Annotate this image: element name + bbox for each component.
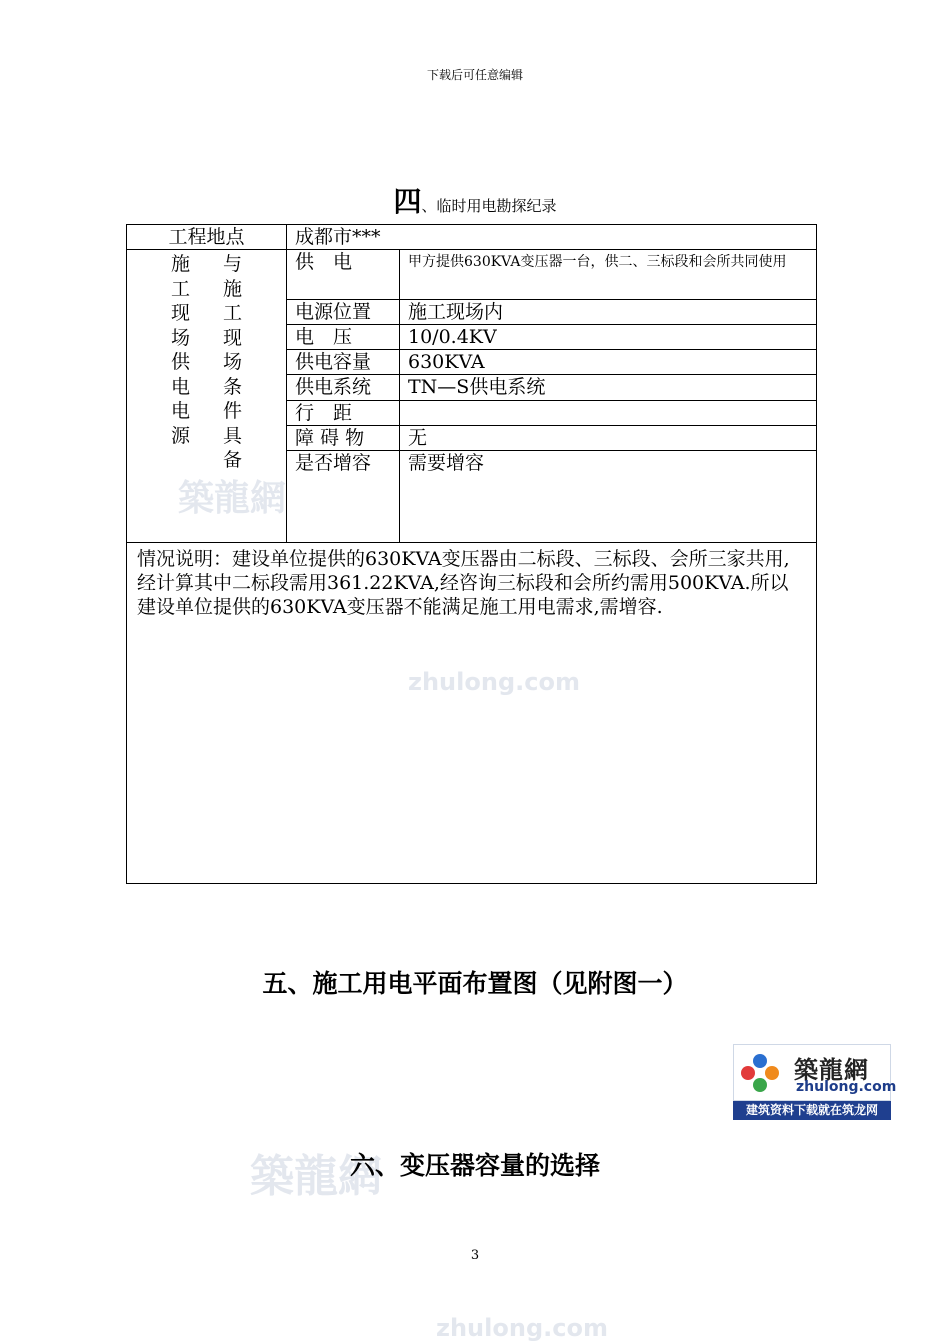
- vertical-char: 与: [222, 253, 242, 275]
- watermark-text: 築龍網: [178, 478, 287, 519]
- zhulong-logo-icon: [738, 1051, 782, 1095]
- section-4-title: [0, 180, 950, 220]
- row-value: 630KVA: [400, 350, 817, 375]
- row-value: [400, 401, 817, 426]
- project-site-label: 工程地点: [127, 225, 287, 250]
- row-label: 障 碍 物: [287, 426, 400, 451]
- row-value: 10/0.4KV: [400, 325, 817, 350]
- row-value: 甲方提供630KVA变压器一台，供二、三标段和会所共同使用: [400, 250, 817, 300]
- vertical-char: 场: [222, 351, 242, 373]
- watermark-text: zhulong.com: [436, 1314, 608, 1342]
- row-label: 供电系统: [287, 375, 400, 401]
- section-title-text: 、临时用电勘探纪录: [421, 197, 557, 215]
- vertical-char: 源: [170, 424, 190, 447]
- site-power-conditions-cell: [127, 250, 287, 543]
- row-value: 无: [400, 426, 817, 451]
- vertical-char: 现: [170, 302, 190, 324]
- row-label: 供 电: [287, 250, 400, 300]
- vertical-char: 供: [170, 351, 190, 373]
- vertical-label: [135, 250, 278, 473]
- logo-name: 築龍網: [794, 1056, 869, 1084]
- watermark-text: 築龍網: [250, 1151, 382, 1202]
- row-label: 是否增容: [287, 451, 400, 543]
- vertical-char: 场: [170, 326, 190, 349]
- row-label: 行 距: [287, 401, 400, 426]
- section-5-heading: 五、施工用电平面布置图（见附图一）: [262, 969, 688, 998]
- vertical-char: 施: [170, 253, 190, 275]
- row-value: TN—S供电系统: [400, 375, 817, 401]
- logo-domain: zhulong.com: [796, 1079, 897, 1095]
- vertical-char: 电: [170, 400, 190, 422]
- vertical-char: 条: [222, 375, 242, 398]
- power-survey-table: [126, 224, 817, 884]
- logo-tagline: 建筑资料下载就在筑龙网: [733, 1101, 891, 1120]
- vertical-char: 工: [222, 302, 242, 324]
- section-6-heading: 六、变压器容量的选择: [349, 1151, 600, 1180]
- row-label: 供电容量: [287, 350, 400, 375]
- row-value: 施工现场内: [400, 300, 817, 325]
- section-number: 四: [393, 185, 422, 218]
- watermark-text: zhulong.com: [408, 668, 580, 696]
- vertical-char: 工: [170, 277, 190, 300]
- vertical-char: 电: [170, 375, 190, 398]
- row-label: 电 压: [287, 325, 400, 350]
- project-site-value: 成都市***: [287, 225, 817, 250]
- row-value: 需要增容: [400, 451, 817, 543]
- row-label: 电源位置: [287, 300, 400, 325]
- vertical-char: 件: [222, 400, 242, 422]
- vertical-char: 施: [222, 277, 242, 300]
- page-number: 3: [470, 1248, 480, 1263]
- zhulong-logo: [733, 1044, 897, 1120]
- vertical-char: 备: [222, 449, 242, 471]
- header-note: 下载后可任意编辑: [426, 68, 523, 82]
- vertical-char: 具: [222, 424, 242, 447]
- vertical-char: 现: [222, 326, 242, 349]
- remarks-cell: 情况说明：建设单位提供的630KVA变压器由二标段、三标段、会所三家共用,经计算其中二标段需用361.22KVA,经咨询三标段和会所约需用500KVA.所以建设单位提供的630KVA变压器不能满足施工用电需求,需增容.: [127, 543, 817, 884]
